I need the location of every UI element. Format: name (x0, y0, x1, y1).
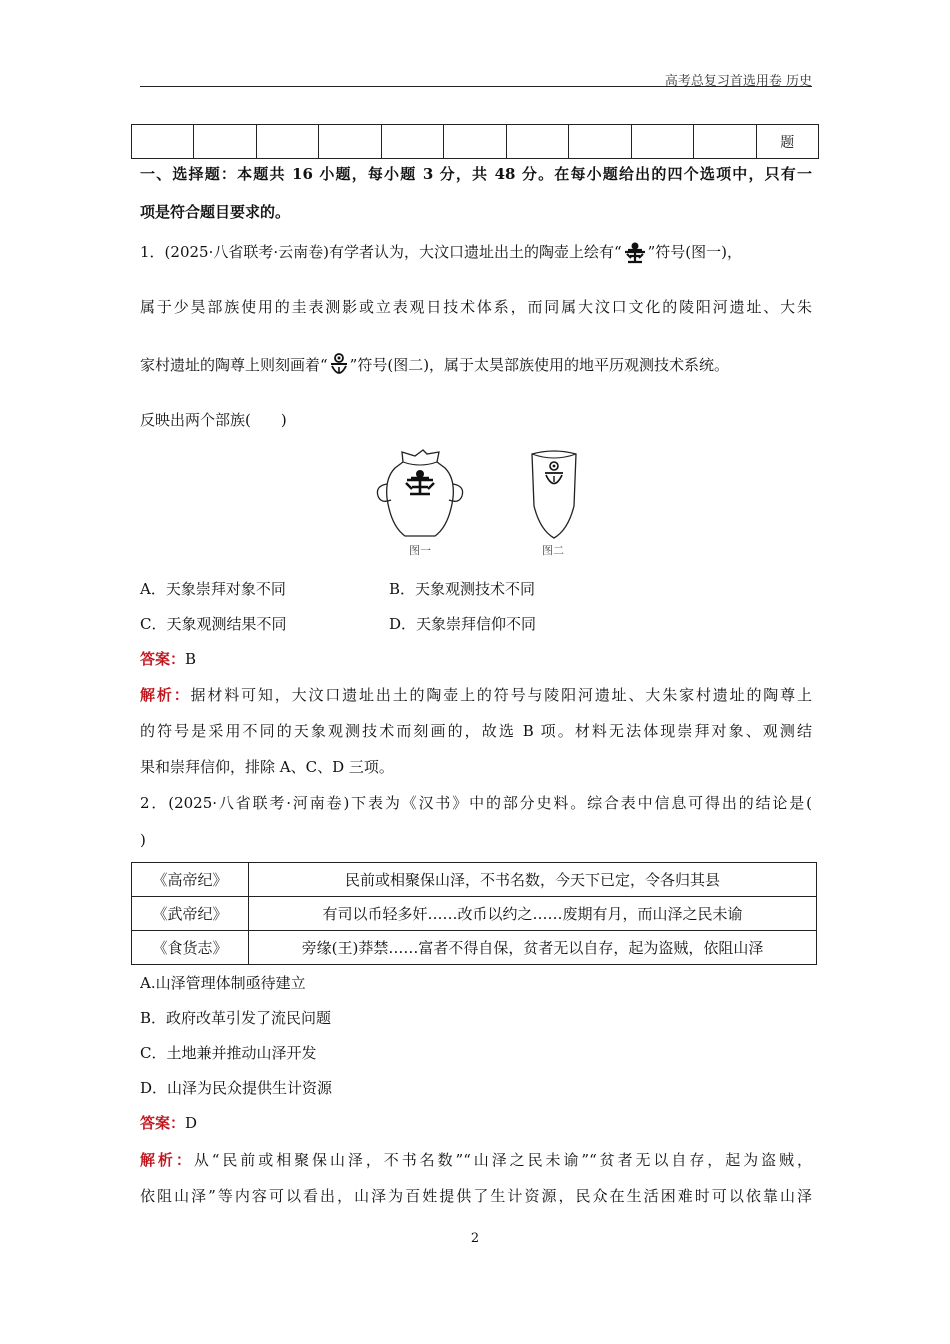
q1-stem-line1-post: ”符号(图一)， (647, 243, 743, 261)
q2-answer-value: D (185, 1114, 198, 1132)
q1-stem-line3 (140, 352, 729, 380)
q1-answer-label: 答案： (140, 650, 186, 668)
header-title: 高考总复习首选用卷 历史 (664, 74, 812, 89)
table-book-cell: 《武帝纪》 (132, 897, 249, 931)
sun-fire-symbol-icon (328, 352, 350, 380)
q2-analysis-line1 (140, 1150, 812, 1170)
q2-analysis-label: 解析： (140, 1151, 194, 1169)
score-cell (506, 125, 568, 159)
q1-analysis-line1 (140, 685, 812, 705)
q2-analysis-line2: 依阻山泽”等内容可以看出，山泽为百姓提供了生计资源，民众在生活困难时可以依靠山泽 (140, 1187, 812, 1205)
table-book-cell: 《食货志》 (132, 931, 249, 965)
header-rule (140, 86, 812, 87)
q1-answer-value: B (185, 650, 197, 668)
q2-option-d[interactable]: D．山泽为民众提供生计资源 (140, 1079, 333, 1097)
q1-analysis-text1: 据材料可知，大汶口遗址出土的陶壶上的符号与陵阳河遗址、大朱家村遗址的陶尊上 (190, 686, 812, 704)
score-cell (319, 125, 381, 159)
q2-stem-line2: ) (140, 831, 146, 849)
table-text-cell: 旁缘(王)莽禁……富者不得自保，贫者无以自存，起为盗贼，依阻山泽 (249, 931, 817, 965)
section-heading-line1: 一、选择题：本题共 16 小题，每小题 3 分，共 48 分。在每小题给出的四个选项中，只有一 (140, 165, 812, 183)
score-cell (569, 125, 631, 159)
figure2-caption: 图二 (542, 544, 564, 557)
q1-option-d[interactable]: D．天象崇拜信仰不同 (389, 615, 537, 633)
q1-stem-line4: 反映出两个部族( ) (140, 411, 287, 429)
q1-answer (140, 649, 196, 669)
q2-option-c[interactable]: C．土地兼并推动山泽开发 (140, 1044, 317, 1062)
figure-pottery-zun (528, 448, 580, 540)
q2-option-a[interactable]: A.山泽管理体制亟待建立 (140, 974, 306, 992)
q1-stem-line1 (140, 240, 742, 266)
score-cell (381, 125, 443, 159)
figure-pottery-jar (373, 448, 468, 540)
score-row (132, 125, 819, 159)
score-cell (444, 125, 506, 159)
score-cell-label: 题 (756, 125, 818, 159)
score-cell (256, 125, 318, 159)
table-text-cell: 民前或相聚保山泽，不书名数，今天下已定，令各归其县 (249, 863, 817, 897)
q1-stem-line1-pre: 1．(2025·八省联考·云南卷)有学者认为，大汶口遗址出土的陶壶上绘有“ (140, 243, 622, 261)
q1-analysis-label: 解析： (140, 686, 191, 704)
score-cell (194, 125, 256, 159)
q2-analysis-text1: 从“民前或相聚保山泽，不书名数”“山泽之民未谕”“贫者无以自存，起为盗贼， (193, 1151, 812, 1169)
score-cell (694, 125, 756, 159)
q1-stem-line3-pre: 家村遗址的陶尊上则刻画着“ (140, 356, 328, 374)
section-heading-line2: 项是符合题目要求的。 (140, 203, 291, 221)
table-row (132, 897, 817, 931)
q1-option-c[interactable]: C．天象观测结果不同 (140, 615, 287, 633)
q2-answer-label: 答案： (140, 1114, 186, 1132)
q1-option-a[interactable]: A．天象崇拜对象不同 (140, 580, 286, 598)
figure1-caption: 图一 (409, 544, 431, 557)
score-table (131, 124, 819, 159)
q1-analysis-line3: 果和崇拜信仰，排除 A、C、D 三项。 (140, 758, 394, 776)
q1-option-b[interactable]: B．天象观测技术不同 (389, 580, 536, 598)
sun-mountain-symbol-icon (622, 240, 648, 266)
table-book-cell: 《高帝纪》 (132, 863, 249, 897)
score-cell (631, 125, 693, 159)
q2-answer (140, 1113, 197, 1133)
q1-stem-line3-post: ”符号(图二)，属于太昊部族使用的地平历观测技术系统。 (349, 356, 730, 374)
q1-stem-line2: 属于少昊部族使用的圭表测影或立表观日技术体系，而同属大汶口文化的陵阳河遗址、大朱 (140, 298, 812, 316)
score-cell (132, 125, 194, 159)
hanshu-table (131, 862, 817, 965)
q2-stem-line1: 2．(2025·八省联考·河南卷)下表为《汉书》中的部分史料。综合表中信息可得出的结论是( (140, 794, 812, 812)
page-number: 2 (470, 1231, 480, 1246)
table-row (132, 931, 817, 965)
table-row (132, 863, 817, 897)
q2-option-b[interactable]: B．政府改革引发了流民问题 (140, 1009, 332, 1027)
table-text-cell: 有司以币轻多奸……改币以约之……废期有月，而山泽之民未谕 (249, 897, 817, 931)
q1-analysis-line2: 的符号是采用不同的天象观测技术而刻画的，故选 B 项。材料无法体现崇拜对象、观测结 (140, 722, 812, 740)
